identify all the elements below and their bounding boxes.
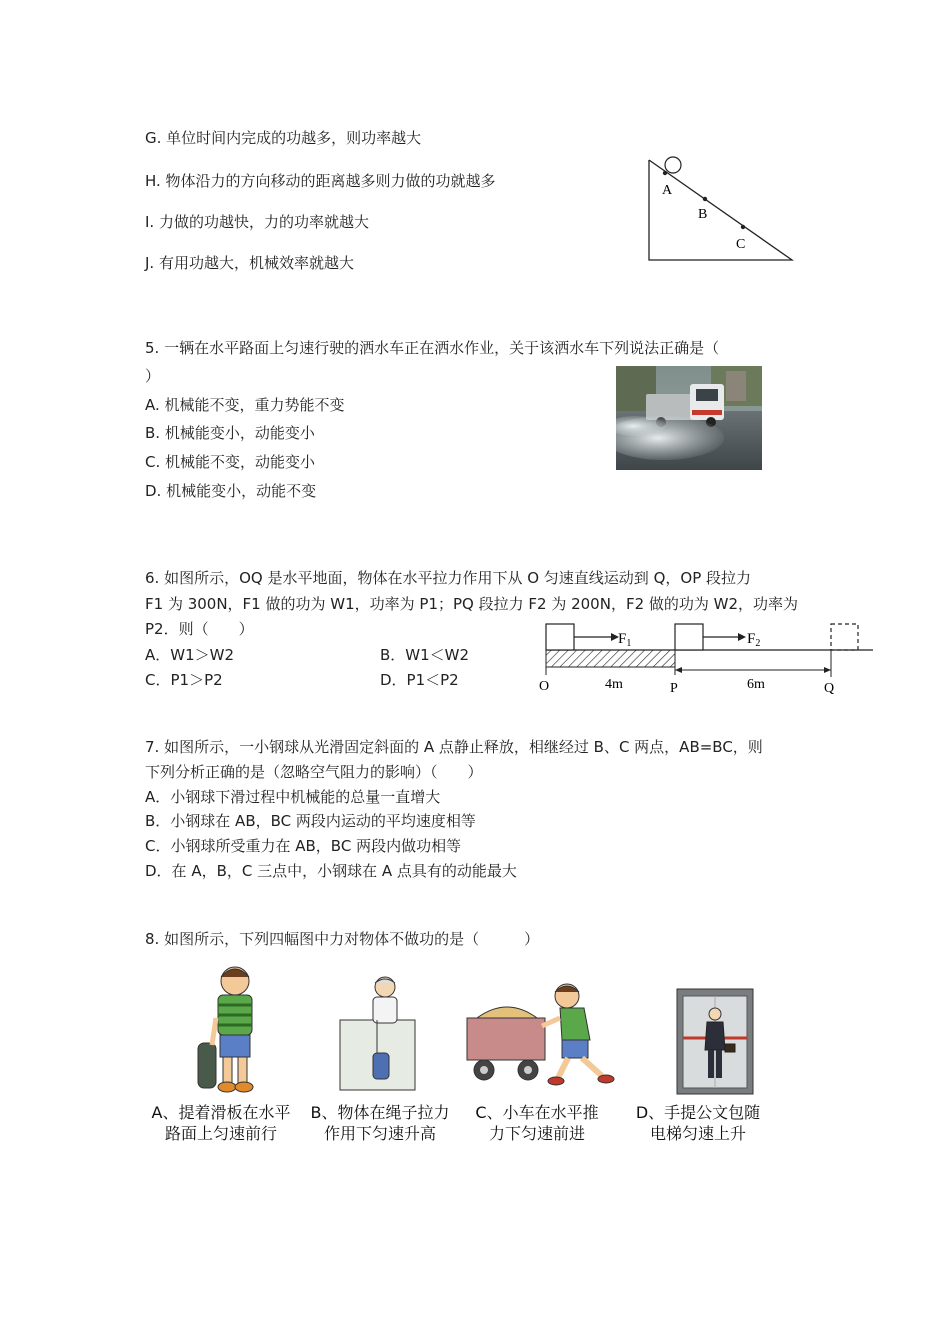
q5-option-a: A. 机械能不变，重力势能不变: [145, 396, 345, 414]
caption-d: D、手提公文包随 电梯匀速上升: [635, 1103, 761, 1143]
man-lifting-object-illustration: [335, 975, 420, 1095]
caption-b: B、物体在绳子拉力 作用下匀速升高: [310, 1103, 450, 1143]
op-hatched-segment: [546, 650, 675, 667]
incline-figure: [640, 150, 800, 270]
q5-option-b: B. 机械能变小，动能变小: [145, 424, 315, 442]
label-q: Q: [824, 681, 835, 696]
q6-option-b: B．W1＜W2: [380, 646, 470, 664]
option-i: I. 力做的功越快，力的功率就越大: [145, 213, 369, 231]
q5-stem-2: ）: [145, 367, 161, 385]
q7-stem-2: 下列分析正确的是（忽略空气阻力的影响）（ ）: [145, 763, 483, 781]
point-c: [741, 225, 745, 229]
point-a: [663, 171, 667, 175]
q8-stem: 8. 如图所示，下列四幅图中力对物体不做功的是（ ）: [145, 930, 540, 948]
boy-pushing-cart-illustration: [462, 978, 627, 1090]
q6-option-a: A．W1＞W2: [145, 646, 235, 664]
label-b: B: [698, 207, 708, 222]
option-h: H. 物体沿力的方向移动的距离越多则力做的功就越多: [145, 172, 496, 190]
q6-option-d: D．P1＜P2: [380, 671, 459, 689]
label-f1: $F_1$: [618, 631, 632, 649]
label-6m: 6m: [747, 677, 765, 692]
q7-option-a: A．小钢球下滑过程中机械能的总量一直增大: [145, 788, 441, 806]
label-p: P: [670, 681, 678, 696]
q7-option-b: B．小钢球在 AB，BC 两段内运动的平均速度相等: [145, 812, 476, 830]
label-a: A: [662, 183, 673, 198]
arrow-f2: [738, 633, 746, 641]
man-in-elevator-illustration: [676, 988, 754, 1095]
option-g: G. 单位时间内完成的功越多，则功率越大: [145, 129, 422, 147]
q5-stem-1: 5. 一辆在水平路面上匀速行驶的洒水车正在洒水作业，关于该洒水车下列说法正确是（: [145, 339, 720, 357]
q5-option-d: D. 机械能变小，动能不变: [145, 482, 317, 500]
caption-a: A、提着滑板在水平 路面上匀速前行: [151, 1103, 291, 1143]
block-at-q-dashed: [831, 624, 858, 650]
sprinkler-truck-photo: [616, 366, 762, 470]
q6-stem-3: P2．则（ ）: [145, 620, 254, 638]
boy-with-skateboard-illustration: [190, 963, 275, 1098]
q6-stem-2: F1 为 300N，F1 做的功为 W1，功率为 P1；PQ 段拉力 F2 为 200N，F2 做的功为 W2，功率为: [145, 595, 799, 613]
q7-option-c: C．小钢球所受重力在 AB，BC 两段内做功相等: [145, 837, 462, 855]
option-j: J. 有用功越大，机械效率就越大: [145, 254, 354, 272]
q7-option-d: D．在 A，B，C 三点中，小钢球在 A 点具有的动能最大: [145, 862, 517, 880]
label-4m: 4m: [605, 677, 623, 692]
q7-stem-1: 7. 如图所示，一小钢球从光滑固定斜面的 A 点静止释放，相继经过 B、C 两点，AB=BC，则: [145, 738, 763, 756]
block-at-p: [675, 624, 703, 650]
label-o: O: [539, 679, 550, 694]
incline-triangle: [649, 160, 792, 260]
label-c: C: [736, 237, 746, 252]
label-f2: $F_2$: [747, 631, 761, 649]
block-at-o: [546, 624, 574, 650]
q5-option-c: C. 机械能不变，动能变小: [145, 453, 316, 471]
steel-ball: [665, 157, 681, 173]
caption-c: C、小车在水平推 力下匀速前进: [475, 1103, 599, 1143]
q6-option-c: C．P1＞P2: [145, 671, 223, 689]
q6-stem-1: 6. 如图所示，OQ 是水平地面，物体在水平拉力作用下从 O 匀速直线运动到 Q，OP 段拉力: [145, 569, 752, 587]
force-distance-figure: [535, 615, 880, 700]
point-b: [703, 197, 707, 201]
